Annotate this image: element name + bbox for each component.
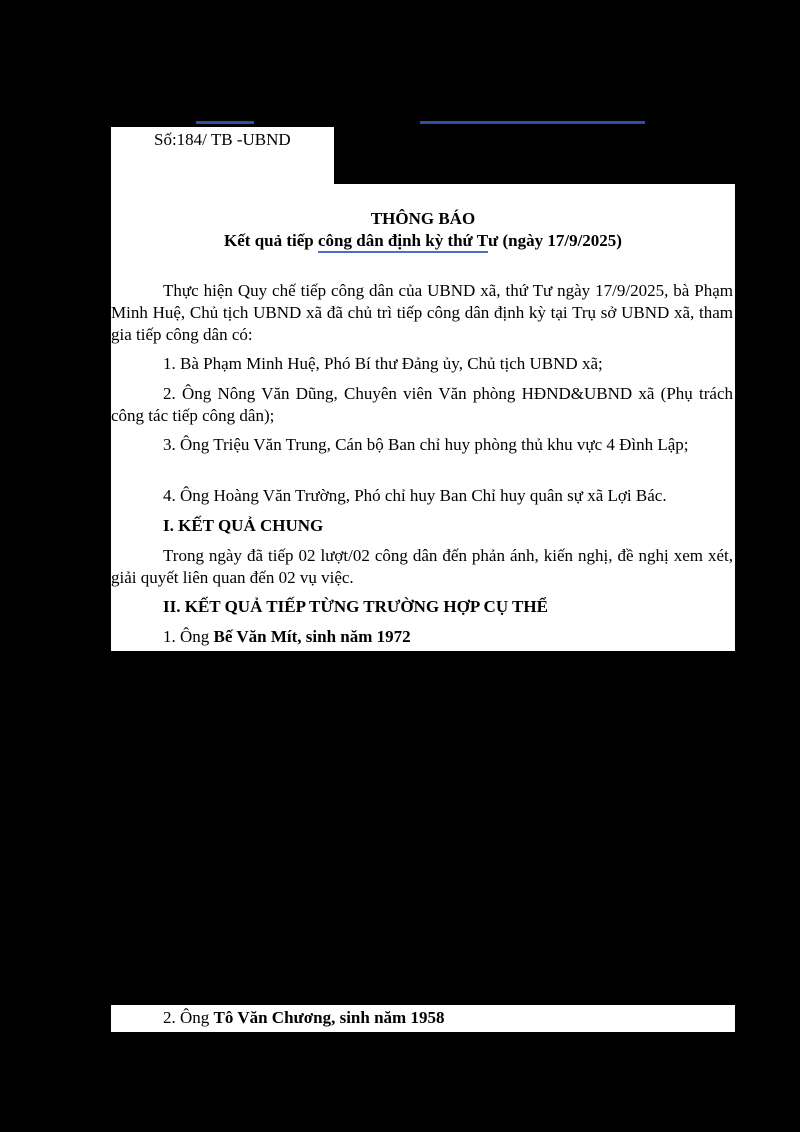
spellcheck-underline [318,251,488,253]
participant-item: 3. Ông Triệu Văn Trung, Cán bộ Ban chỉ huy phòng thủ khu vực 4 Đình Lập; [163,435,689,454]
intro-paragraph: Thực hiện Quy chế tiếp công dân của UBND xã, thứ Tư ngày 17/9/2025, bà Phạm Minh Huệ, Chủ tịch UBND xã đã chủ trì tiếp công dân định kỳ tại Trụ sở UBND xã, tham gia tiếp công dân có: [111,281,733,344]
participant-item: 4. Ông Hoàng Văn Trường, Phó chỉ huy Ban Chỉ huy quân sự xã Lợi Bác. [163,486,667,505]
notice-title: THÔNG BÁO [370,209,476,228]
header-rule-left [196,121,254,124]
document-number: Số:184/ TB -UBND [154,130,291,149]
notice-subtitle: Kết quả tiếp công dân định kỳ thứ Tư (ngày 17/9/2025) [224,231,622,250]
section1-heading: I. KẾT QUẢ CHUNG [163,516,324,535]
case2-block [111,1005,735,1032]
document-number-box [111,127,334,187]
case1-name: Bế Văn Mít, sinh năm 1972 [213,627,411,646]
case2-name: Tô Văn Chương, sinh năm 1958 [213,1008,445,1027]
case2-line: 2. Ông Tô Văn Chương, sinh năm 1958 [163,1008,445,1027]
participant-item: 1. Bà Phạm Minh Huệ, Phó Bí thư Đảng ủy, Chủ tịch UBND xã; [163,354,603,373]
section2-heading: II. KẾT QUẢ TIẾP TỪNG TRƯỜNG HỢP CỤ THỂ [163,597,548,616]
participant-item: 2. Ông Nông Văn Dũng, Chuyên viên Văn phòng HĐND&UBND xã (Phụ trách công tác tiếp công dân); [111,384,733,425]
section1-body: Trong ngày đã tiếp 02 lượt/02 công dân đến phản ánh, kiến nghị, đề nghị xem xét, giải quyết liên quan đến 02 vụ việc. [111,546,733,587]
header-rule-right [420,121,645,124]
document-body [111,184,735,651]
case1-line: 1. Ông Bế Văn Mít, sinh năm 1972 [163,627,411,646]
